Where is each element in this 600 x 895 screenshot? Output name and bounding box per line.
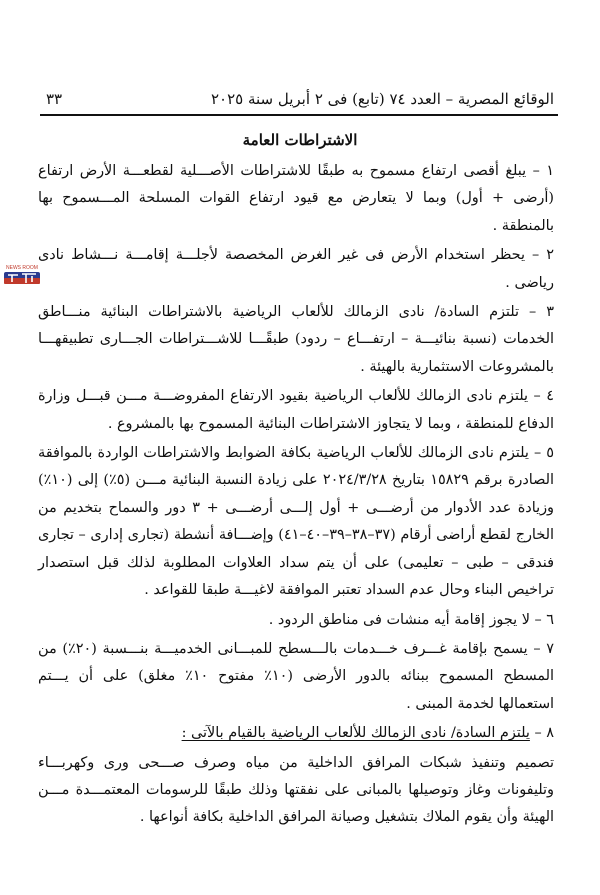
publication-line: الوقائع المصرية – العدد ٧٤ (تابع) فى ٢ أبريل سنة ٢٠٢٥: [210, 90, 554, 108]
condition-item: ٦ – لا يجوز إقامة أيه منشات فى مناطق الردود .: [268, 611, 554, 628]
condition-item: ٧ – يسمح بإقامة غـــرف خـــدمات بالـــسطح للمبـــانى الخدميـــة بنـــسبة (٢٠٪) من المسطح المسموح ببنائه بالدور الأرضى (١٠٪ مفتوح ١٠٪ مغلق) على أن يـــتم استعمالها لخدمة المبنى .: [38, 640, 554, 712]
page-header: [46, 86, 554, 112]
condition-item-heading: [38, 720, 554, 747]
condition-item: ٣ – تلتزم السادة/ نادى الزمالك للألعاب الرياضية بالاشتراطات البنائية منـــاطق الخدمات (نسبة بنائيـــة – ارتفـــاع – ردود) طبقًـــا للاشـــتراطات الجـــارى تطبيقهـــا بالمشروعات الاستثمارية بالهيئة .: [38, 304, 554, 375]
page-number: ٣٣: [46, 90, 63, 108]
item-underlined-heading: يلتزم السادة/ نادى الزمالك للألعاب الرياضية بالقيام بالآتى :: [181, 725, 530, 742]
header-divider: [40, 114, 558, 116]
condition-item: ٢ – يحظر استخدام الأرض فى غير الغرض المخصصة لأجلـــة إقامـــة نـــشاط نادى رياضى .: [38, 247, 554, 291]
logo-top-text: NEWS ROOM: [6, 265, 38, 271]
condition-item: ٤ – يلتزم نادى الزمالك للألعاب الرياضية بقيود الارتفاع المفروضـــة مـــن قبـــل وزارة الدفاع للمنطقة ، وبما لا يتجاوز الاشتراطات البنائية المسموح بها بالمشروع .: [38, 388, 554, 432]
news-room-logo: [2, 262, 42, 288]
condition-item: ١ – يبلغ أقصى ارتفاع مسموح به طبقًا للاشتراطات الأصـــلية لقطعـــة الأرض ارتفاع (أرضى + أول) وبما لا يتعارض مع قيود ارتفاع القوات المسلحة المـــسموح بها بالمنطقة .: [38, 163, 554, 234]
condition-item: ٥ – يلتزم نادى الزمالك للألعاب الرياضية بكافة الضوابط والاشتراطات الواردة بالموافقة الصادرة برقم ١٥٨٢٩ بتاريخ ٢٠٢٤/٣/٢٨ على زيادة النسبة البنائية مـــن (٥٪) إلى (١٠٪) وزيادة عدد الأدوار من أرضـــى + أول إلـــى أرضـــى + ٣ دور والسماح بتخديم من الخارج لقطع أراضى أرقام (٣٧–٣٨–٣٩–٤٠–٤١) وإضـــافة أنشطة (تجارى إدارى – تجارى فندقى – طبى – تعليمى) على أن يتم سداد العلاوات المطلوبة لذلك قبل استصدار تراخيص البناء وحال عدم السداد تعتبر الموافقة لاغيـــة طبقا للقواعد .: [38, 445, 554, 599]
item-prefix: ٨ –: [529, 725, 554, 742]
condition-item-detail: تصميم وتنفيذ شبكات المرافق الداخلية من مياه وصرف صـــحى ورى وكهربـــاء وتليفونات وغاز وتوصيلها بالمبانى على نفقتها وذلك طبقًا للرسومات المعتمـــدة مـــن الهيئة وأن يقوم الملاك بتشغيل وصيانة المرافق الداخلية بكافة أنواعها .: [38, 754, 554, 826]
section-title: الاشتراطات العامة: [242, 131, 358, 149]
conditions-body: [38, 158, 554, 832]
